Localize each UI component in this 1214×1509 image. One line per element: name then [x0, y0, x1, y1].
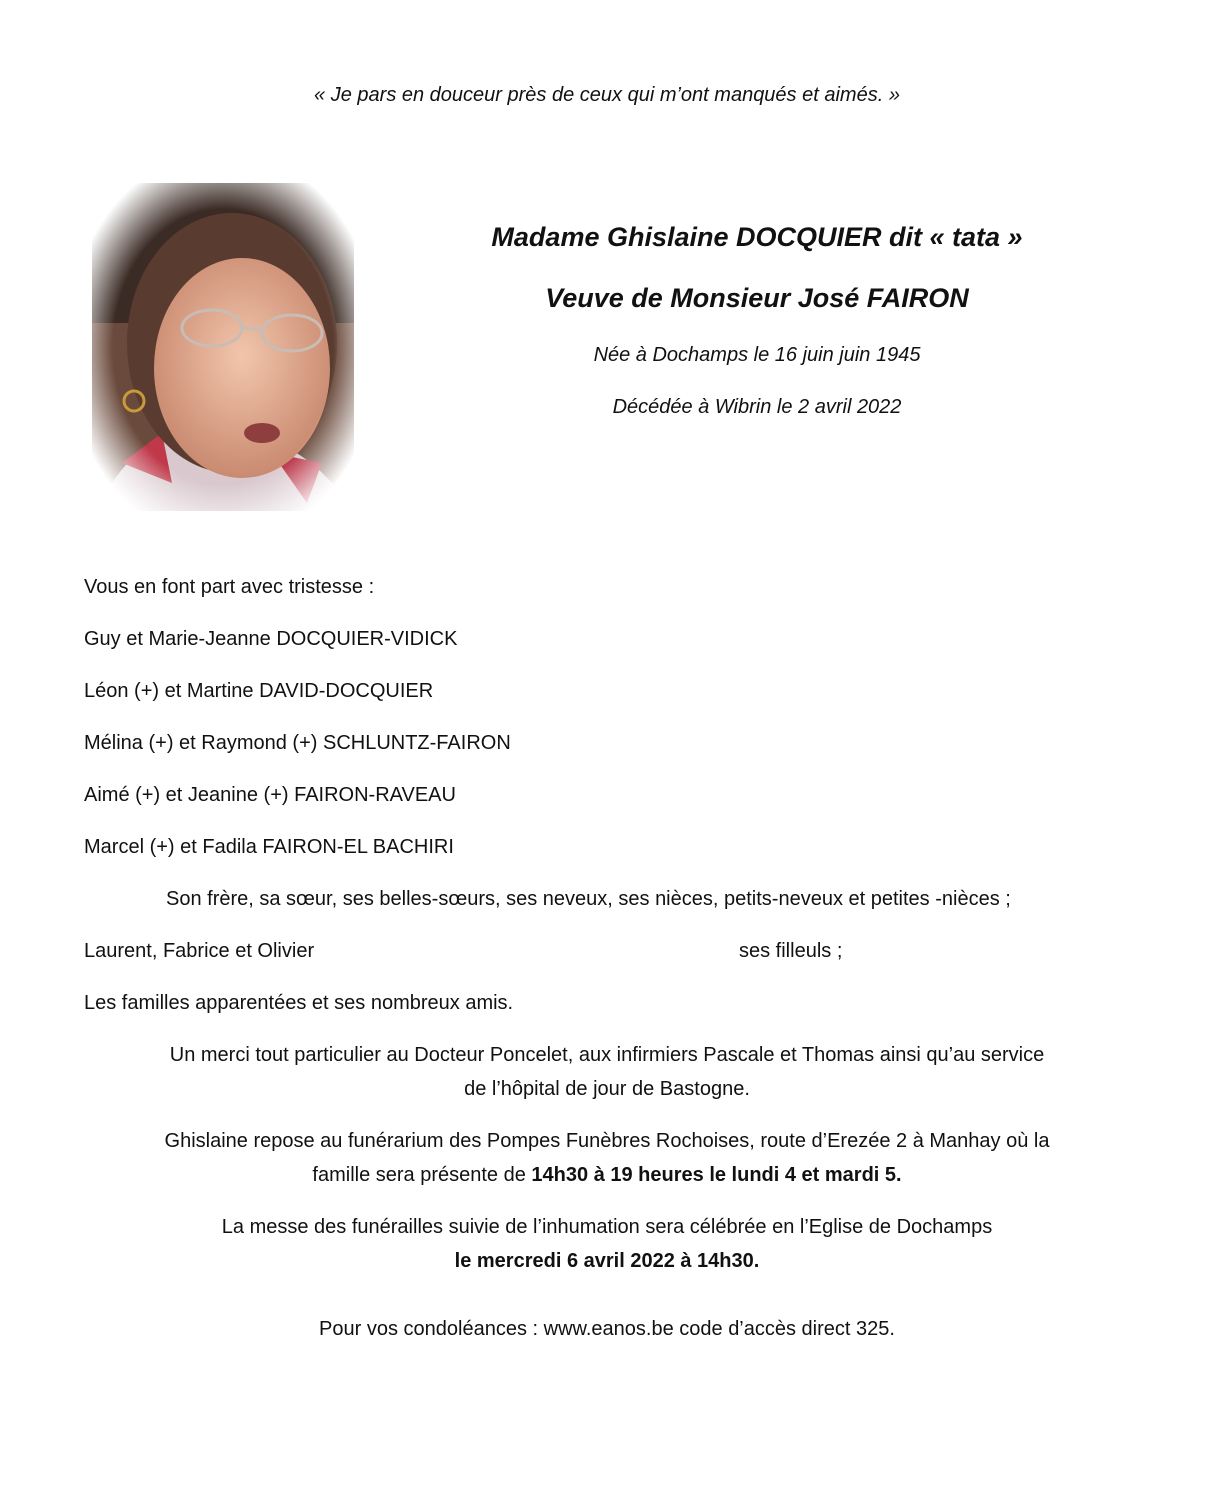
- thanks-line-2: de l’hôpital de jour de Bastogne.: [464, 1078, 750, 1100]
- birth-line: Née à Dochamps le 16 juin juin 1945: [593, 344, 921, 366]
- resting-line-1: Ghislaine repose au funérarium des Pompes Funèbres Rochoises, route d’Erezée 2 à Manhay où la: [164, 1130, 1050, 1152]
- relatives-line: Son frère, sa sœur, ses belles-sœurs, ses neveux, ses nièces, petits-neveux et petites -nièces ;: [166, 888, 1011, 910]
- condolences-line: Pour vos condoléances : www.eanos.be code d’accès direct 325.: [319, 1318, 895, 1340]
- godchildren-names: Laurent, Fabrice et Olivier: [84, 940, 315, 962]
- family-line: Aimé (+) et Jeanine (+) FAIRON-RAVEAU: [84, 784, 456, 806]
- widow-of-line: Veuve de Monsieur José FAIRON: [545, 283, 969, 313]
- mass-paragraph: [84, 1210, 1130, 1278]
- death-line: Décédée à Wibrin le 2 avril 2022: [612, 396, 902, 418]
- epigraph-quote: « Je pars en douceur près de ceux qui m’ont manqués et aimés. »: [314, 84, 900, 106]
- godchildren-label: ses filleuls ;: [739, 940, 843, 962]
- family-line: Mélina (+) et Raymond (+) SCHLUNTZ-FAIRON: [84, 732, 511, 754]
- resting-prefix: famille sera présente de: [312, 1164, 532, 1186]
- portrait-photo: [92, 183, 354, 511]
- mass-date-text: le mercredi 6 avril 2022 à 14h30.: [454, 1250, 760, 1272]
- family-line: Guy et Marie-Jeanne DOCQUIER-VIDICK: [84, 628, 458, 650]
- family-line: Marcel (+) et Fadila FAIRON-EL BACHIRI: [84, 836, 454, 858]
- deceased-name: Madame Ghislaine DOCQUIER dit « tata »: [491, 222, 1023, 252]
- friends-line: Les familles apparentées et ses nombreux amis.: [84, 992, 514, 1014]
- resting-hours: 14h30 à 19 heures le lundi 4 et mardi 5.: [531, 1164, 902, 1186]
- thanks-paragraph: [84, 1038, 1130, 1106]
- resting-paragraph: [84, 1124, 1130, 1192]
- resting-line-2: [84, 1158, 1130, 1192]
- mass-date: [84, 1244, 1130, 1278]
- mass-line-1: La messe des funérailles suivie de l’inhumation sera célébrée en l’Eglise de Dochamps: [221, 1216, 993, 1238]
- thanks-line-1: Un merci tout particulier au Docteur Poncelet, aux infirmiers Pascale et Thomas ainsi qu’au service: [169, 1044, 1045, 1066]
- family-line: Léon (+) et Martine DAVID-DOCQUIER: [84, 680, 434, 702]
- portrait-image: [92, 183, 354, 511]
- intro-line: Vous en font part avec tristesse :: [84, 576, 375, 598]
